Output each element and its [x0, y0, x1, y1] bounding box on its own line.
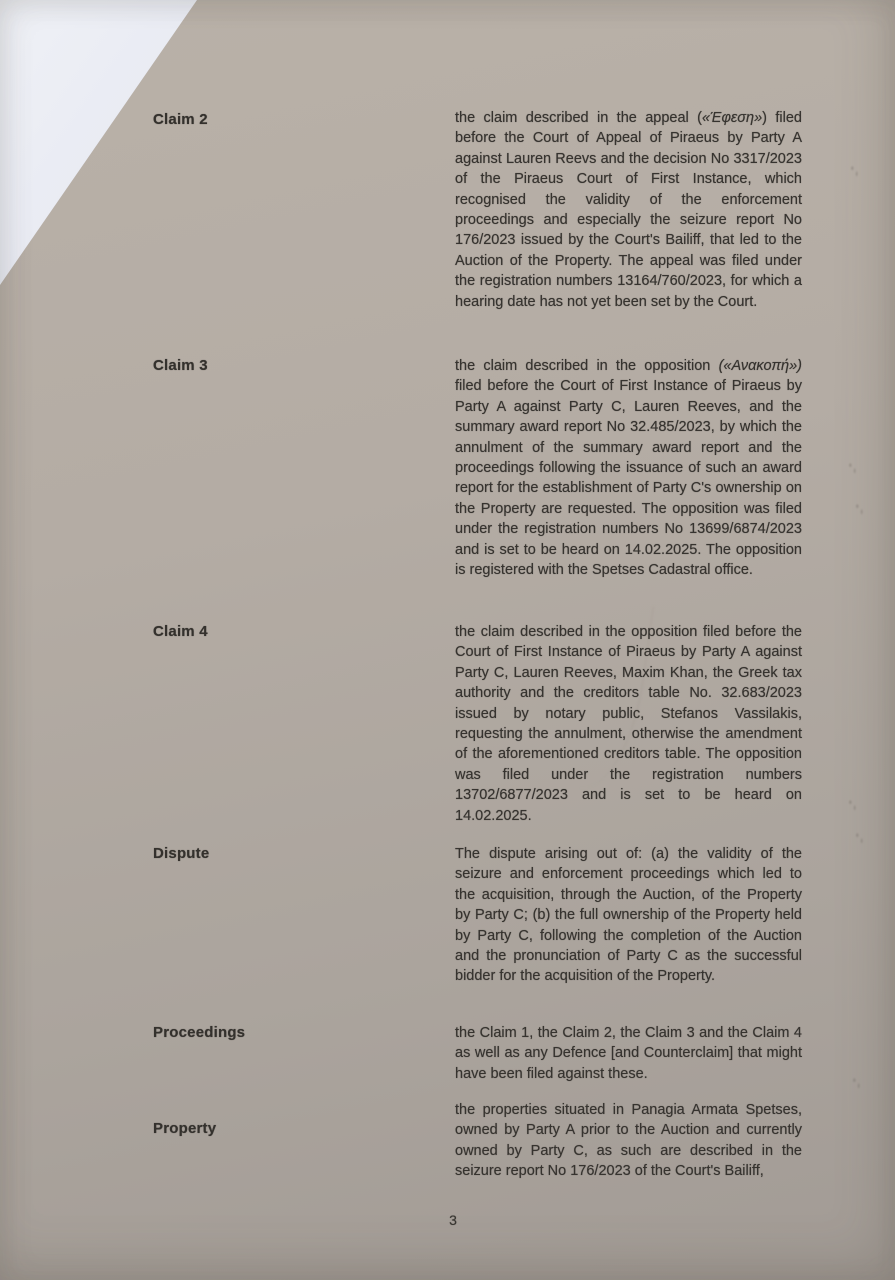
definition-term-claim-2: Claim 2	[153, 111, 208, 128]
definition-body-claim-4: the claim described in the opposition filed before the Court of First Instance of Piraeus by Party A against Party C, Lauren Reeves, Maxim Khan, the Greek tax authority and the creditors table No. 32.683/2023 issued by notary public, Stefanos Vassilakis, requesting the annulment, otherwise the amendment of the aforementioned creditors table. The opposition was filed under the registration numbers 13702/6877/2023 and is set to be heard on 14.02.2025.	[455, 624, 802, 824]
definition-body-property: the properties situated in Panagia Armata Spetses, owned by Party A prior to the Auction and currently owned by Party C, as such are described in the seizure report No 176/2023 of the Court's Bailiff,	[455, 1102, 802, 1180]
definition-body-claim-3	[455, 356, 802, 580]
pencil-smudge-mark	[849, 164, 860, 178]
pencil-smudge-mark	[851, 1076, 862, 1090]
definition-text-part: the claim described in the opposition	[455, 358, 719, 374]
definition-term-dispute: Dispute	[153, 845, 210, 862]
greek-term-efesi: «Έφεση»	[701, 110, 763, 126]
pencil-smudge-mark	[854, 831, 865, 845]
definition-text-part: filed before the Court of First Instance of Piraeus by Party A against Party C, Lauren Reeves, and the summary award report No 32.485/2023, by which the annulment of the summary award report and the proceedings following the issuance of such an award report for the establishment of Party C's ownership on the Property are requested. The opposition was filed under the registration numbers No 13699/6874/2023 and is set to be heard on 14.02.2025. The opposition is registered with the Spetses Cadastral office.	[455, 378, 802, 579]
definition-body-proceedings: the Claim 1, the Claim 2, the Claim 3 and the Claim 4 as well as any Defence [and Counterclaim] that might have been filed against these.	[455, 1025, 802, 1082]
definition-text-part: ) filed before the Court of Appeal of Piraeus by Party A against Lauren Reevs and the decision No 3317/2023 of the Piraeus Court of First Instance, which recognised the validity of the enforcement proceedings and especially the seizure report No 176/2023 issued by the Court's Bailiff, that led to the Auction of the Property. The appeal was filed under the registration numbers 13164/760/2023, for which a hearing date has not yet been set by the Court.	[455, 110, 802, 310]
pencil-smudge-mark	[854, 502, 865, 516]
definition-body-dispute: The dispute arising out of: (a) the validity of the seizure and enforcement proceedings which led to the acquisition, through the Auction, of the Property by Party C; (b) the full ownership of the Property held by Party C, following the completion of the Auction and the pronunciation of Party C as the successful bidder for the acquisition of the Property.	[455, 846, 802, 985]
definition-term-claim-4: Claim 4	[153, 623, 208, 640]
greek-term-anakopi: («Ανακοπή»)	[718, 358, 802, 374]
page-number: 3	[449, 1212, 457, 1228]
pencil-smudge-mark	[847, 798, 858, 812]
definition-body-claim-2	[455, 108, 802, 312]
page-corner-fold	[0, 0, 240, 330]
definition-term-claim-3: Claim 3	[153, 357, 208, 374]
pencil-smudge-mark	[847, 461, 858, 475]
definition-term-proceedings: Proceedings	[153, 1024, 246, 1041]
definition-text-part: the claim described in the appeal (	[455, 110, 702, 126]
definition-term-property: Property	[153, 1120, 217, 1137]
